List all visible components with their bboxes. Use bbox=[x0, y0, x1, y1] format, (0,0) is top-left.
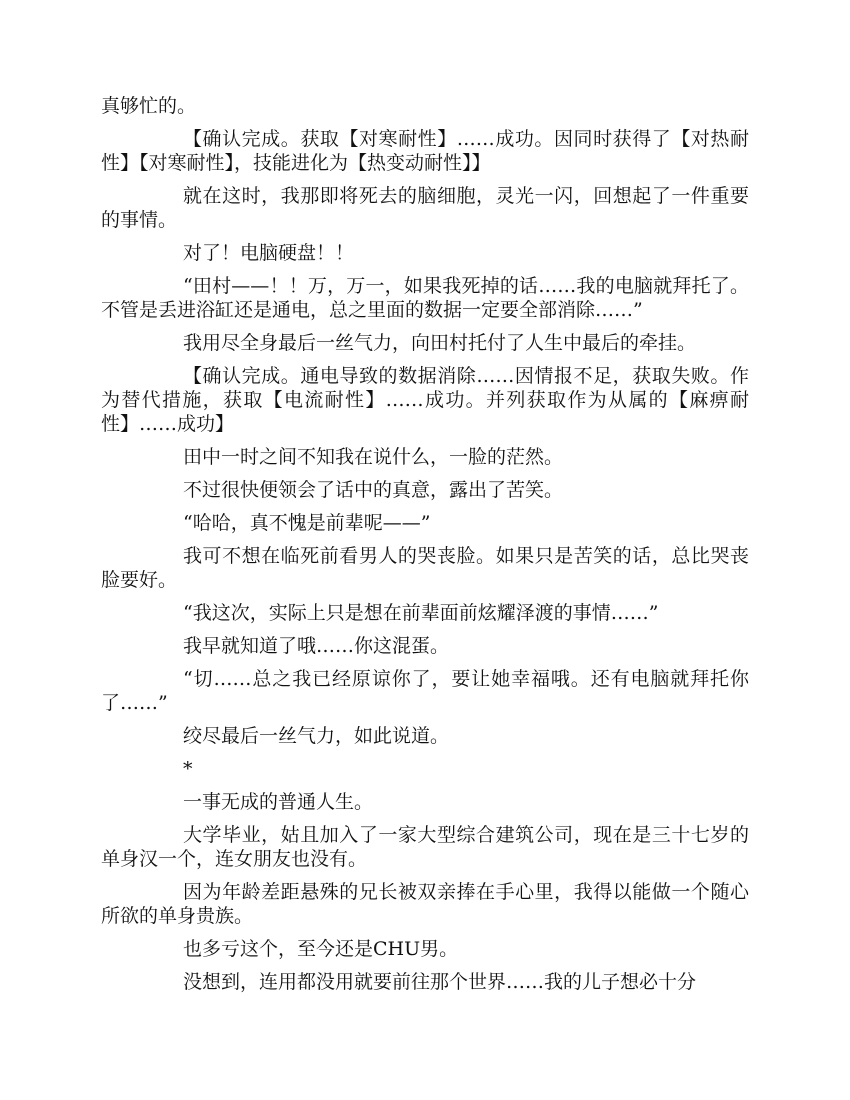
paragraph: 因为年龄差距悬殊的兄长被双亲捧在手心里，我得以能做一个随心所欲的单身贵族。 bbox=[101, 881, 749, 927]
section-break: * bbox=[183, 758, 193, 780]
paragraph: 没想到，连用都没用就要前往那个世界……我的儿子想必十分 bbox=[183, 971, 697, 993]
paragraph: 【确认完成。获取【对寒耐性】……成功。因同时获得了【对热耐性】【对寒耐性】，技能进化为【热变动耐性】】 bbox=[101, 128, 749, 174]
body-text bbox=[101, 94, 749, 1003]
paragraph: “哈哈，真不愧是前辈呢——” bbox=[183, 512, 431, 534]
paragraph: 也多亏这个，至今还是CHU男。 bbox=[183, 938, 459, 960]
paragraph: 我可不想在临死前看男人的哭丧脸。如果只是苦笑的话，总比哭丧脸要好。 bbox=[101, 545, 749, 591]
paragraph: 我用尽全身最后一丝气力，向田村托付了人生中最后的牵挂。 bbox=[183, 332, 697, 354]
paragraph: 真够忙的。 bbox=[101, 95, 197, 117]
paragraph: 大学毕业，姑且加入了一家大型综合建筑公司，现在是三十七岁的单身汉一个，连女朋友也没有。 bbox=[101, 824, 749, 870]
paragraph: “切……总之我已经原谅你了，要让她幸福哦。还有电脑就拜托你了……” bbox=[101, 668, 749, 714]
paragraph: 一事无成的普通人生。 bbox=[183, 791, 374, 813]
paragraph: “我这次，实际上只是想在前辈面前炫耀泽渡的事情……” bbox=[183, 602, 659, 624]
paragraph: 就在这时，我那即将死去的脑细胞，灵光一闪，回想起了一件重要的事情。 bbox=[101, 185, 749, 231]
paragraph: 我早就知道了哦……你这混蛋。 bbox=[183, 635, 450, 657]
paragraph: “田村——！！万，万一，如果我死掉的话……我的电脑就拜托了。不管是丢进浴缸还是通电，总之里面的数据一定要全部消除……” bbox=[101, 275, 749, 321]
paragraph: 绞尽最后一丝气力，如此说道。 bbox=[183, 725, 450, 747]
paragraph: 【确认完成。通电导致的数据消除……因情报不足，获取失败。作为替代措施，获取【电流耐性】……成功。并列获取作为从属的【麻痹耐性】……成功】 bbox=[101, 365, 749, 435]
paragraph: 田中一时之间不知我在说什么，一脸的茫然。 bbox=[183, 446, 564, 468]
paragraph: 不过很快便领会了话中的真意，露出了苦笑。 bbox=[183, 479, 564, 501]
paragraph: 对了！电脑硬盘！！ bbox=[183, 242, 355, 264]
